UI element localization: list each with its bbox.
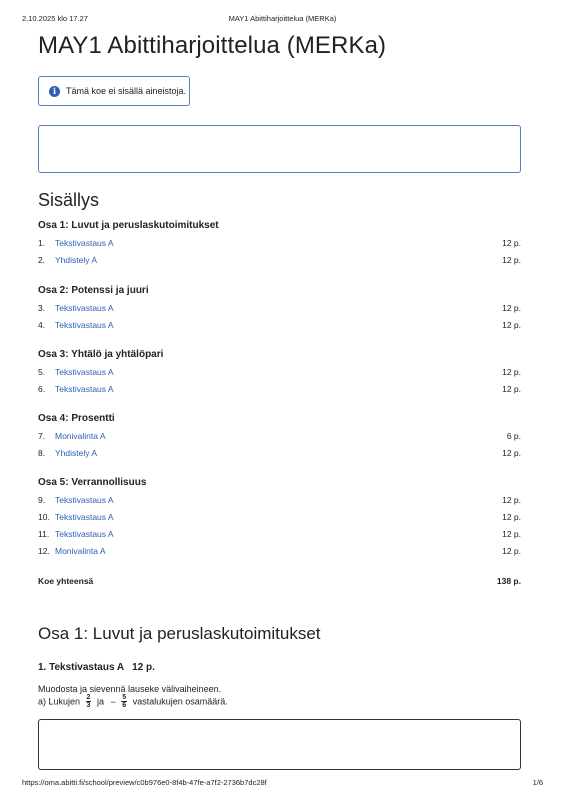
question-name: 1. Tekstivastaus A	[38, 662, 125, 673]
toc-item-points: 12 p.	[502, 546, 521, 556]
minus-sign: −	[110, 696, 116, 707]
toc-item-points: 12 p.	[502, 303, 521, 313]
toc-item-number: 7.	[38, 431, 46, 441]
print-header	[22, 14, 543, 26]
toc-item-link[interactable]: Monivalinta A	[55, 431, 106, 441]
toc-item-number: 8.	[38, 448, 46, 458]
toc-item-link[interactable]: Tekstivastaus A	[55, 495, 114, 505]
instructions-box	[38, 125, 521, 173]
part-heading: Osa 1: Luvut ja peruslaskutoimitukset	[38, 624, 321, 643]
info-icon: i	[49, 86, 60, 97]
question-points: 12 p.	[132, 662, 155, 673]
toc-item	[38, 512, 521, 524]
frac1-denominator: 3	[86, 702, 91, 709]
toc-item	[38, 529, 521, 541]
toc-item-points: 12 p.	[502, 529, 521, 539]
frac1-numerator: 2	[86, 694, 91, 701]
toc-item	[38, 495, 521, 507]
toc-section-title: Osa 2: Potenssi ja juuri	[38, 285, 149, 296]
print-title: MAY1 Abittiharjoittelua (MERKa)	[228, 14, 337, 23]
toc-item-points: 12 p.	[502, 495, 521, 505]
toc-item-link[interactable]: Yhdistely A	[55, 255, 98, 265]
question-instruction: Muodosta ja sievennä lauseke välivaiheineen.	[38, 684, 222, 694]
toc-section-title: Osa 3: Yhtälö ja yhtälöpari	[38, 349, 164, 360]
part-a-prefix: a) Lukujen	[38, 696, 81, 707]
toc-item-link[interactable]: Monivalinta A	[55, 546, 106, 556]
toc-item-link[interactable]: Tekstivastaus A	[55, 367, 114, 377]
toc-item-points: 12 p.	[502, 238, 521, 248]
toc-item-number: 2.	[38, 255, 46, 265]
toc-item-number: 4.	[38, 320, 46, 330]
toc-section-title: Osa 5: Verrannollisuus	[38, 477, 147, 488]
question-part-a	[38, 694, 228, 712]
total-label: Koe yhteensä	[38, 576, 94, 586]
toc-item-number: 12.	[38, 546, 50, 556]
frac2-numerator: 5	[122, 694, 127, 701]
toc-item-points: 12 p.	[502, 448, 521, 458]
answer-input[interactable]	[38, 719, 521, 770]
toc-item-points: 12 p.	[502, 367, 521, 377]
toc-item-link[interactable]: Tekstivastaus A	[55, 384, 114, 394]
toc-heading: Sisällys	[38, 190, 100, 210]
part-a-suffix: vastalukujen osamäärä.	[132, 696, 228, 707]
toc-item	[38, 448, 521, 460]
print-url: https://oma.abitti.fi/school/preview/c0b976e0-8f4b-47fe-a7f2-2736b7dc28f	[22, 778, 267, 787]
toc-item-number: 5.	[38, 367, 46, 377]
print-date: 2.10.2025 klo 17.27	[22, 14, 88, 23]
toc-item	[38, 238, 521, 250]
toc-item	[38, 320, 521, 332]
toc-item-link[interactable]: Tekstivastaus A	[55, 512, 114, 522]
part-a-mid: ja	[96, 696, 104, 707]
toc-item-number: 11.	[38, 529, 50, 539]
toc-item	[38, 431, 521, 443]
toc-section-title: Osa 4: Prosentti	[38, 413, 115, 424]
toc-item	[38, 367, 521, 379]
toc-item-number: 3.	[38, 303, 46, 313]
toc-item-link[interactable]: Tekstivastaus A	[55, 238, 114, 248]
toc-item-points: 12 p.	[502, 320, 521, 330]
toc-item-number: 1.	[38, 238, 46, 248]
toc-item-points: 6 p.	[506, 431, 521, 441]
toc-item	[38, 303, 521, 315]
frac2-denominator: 6	[122, 702, 127, 709]
toc-item-points: 12 p.	[502, 384, 521, 394]
toc-item-points: 12 p.	[502, 512, 521, 522]
fraction-five-sixths	[121, 694, 127, 709]
page-number: 1/6	[532, 778, 543, 787]
toc-item-link[interactable]: Tekstivastaus A	[55, 320, 114, 330]
exam-title: MAY1 Abittiharjoittelua (MERKa)	[38, 32, 387, 59]
toc-item	[38, 384, 521, 396]
toc-item-number: 6.	[38, 384, 46, 394]
total-points: 138 p.	[496, 576, 521, 586]
toc-item	[38, 255, 521, 267]
exam-total-row	[38, 576, 521, 586]
notice-text: Tämä koe ei sisällä aineistoja.	[66, 86, 187, 96]
fraction-two-thirds	[86, 694, 92, 709]
toc-item-number: 10.	[38, 512, 50, 522]
toc-item-link[interactable]: Yhdistely A	[55, 448, 98, 458]
toc-item-points: 12 p.	[502, 255, 521, 265]
toc-item-link[interactable]: Tekstivastaus A	[55, 303, 114, 313]
no-materials-notice	[38, 76, 190, 106]
toc-section-title: Osa 1: Luvut ja peruslaskutoimitukset	[38, 220, 219, 231]
toc-item-link[interactable]: Tekstivastaus A	[55, 529, 114, 539]
question-title	[38, 662, 155, 673]
toc-item-number: 9.	[38, 495, 46, 505]
toc-item	[38, 546, 521, 558]
